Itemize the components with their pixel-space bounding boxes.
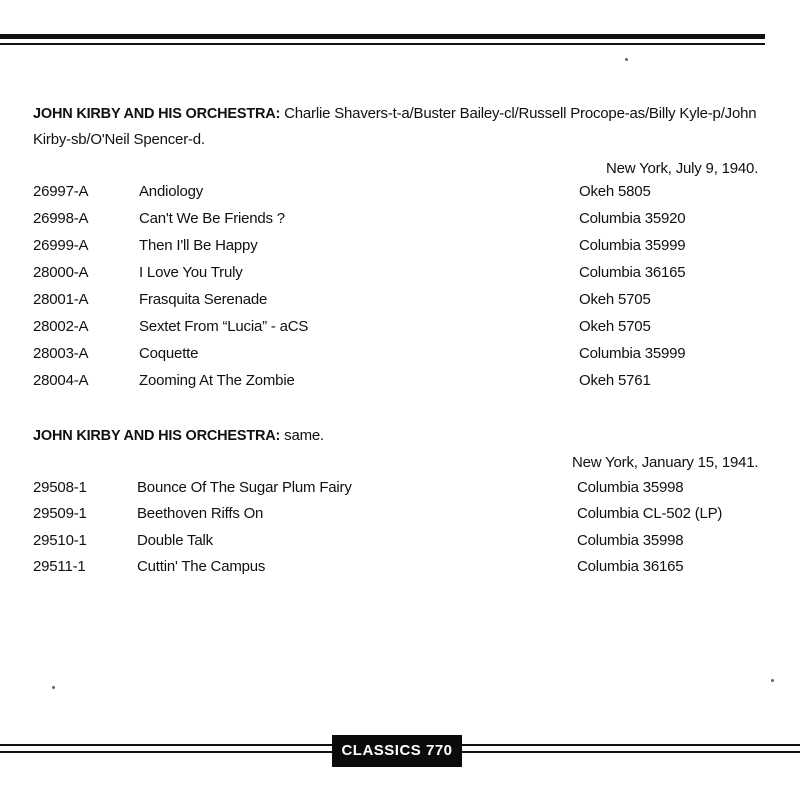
track-row	[0, 318, 800, 342]
record-label: Columbia 36165	[579, 264, 686, 281]
track-row	[0, 372, 800, 396]
record-label: Columbia 35999	[579, 237, 686, 254]
track-row	[0, 264, 800, 288]
session-2-band: JOHN KIRBY AND HIS ORCHESTRA:	[33, 428, 281, 444]
footer-rule	[0, 751, 332, 753]
matrix-number: 29511-1	[33, 558, 86, 575]
track-row	[0, 237, 800, 261]
track-row	[0, 479, 800, 503]
record-label: Okeh 5705	[579, 318, 651, 335]
matrix-number: 28003-A	[33, 345, 89, 362]
track-title: Bounce Of The Sugar Plum Fairy	[137, 479, 352, 496]
track-row	[0, 558, 800, 582]
matrix-number: 26999-A	[33, 237, 89, 254]
matrix-number: 29508-1	[33, 479, 87, 496]
session-2-personnel: same.	[284, 427, 324, 444]
track-row	[0, 532, 800, 556]
track-title: Beethoven Riffs On	[137, 505, 264, 522]
record-label: Okeh 5705	[579, 291, 651, 308]
record-label: Columbia CL-502 (LP)	[577, 505, 723, 522]
track-row	[0, 345, 800, 369]
matrix-number: 28002-A	[33, 318, 89, 335]
record-label: Columbia 35998	[577, 479, 684, 496]
matrix-number: 28001-A	[33, 291, 89, 308]
track-title: Cuttin' The Campus	[137, 558, 266, 575]
record-label: Columbia 36165	[577, 558, 684, 575]
record-label: Columbia 35998	[577, 532, 684, 549]
footer-rule	[0, 744, 332, 746]
track-title: Andiology	[139, 183, 204, 200]
session-1-personnel: Charlie Shavers-t-a/Buster Bailey-cl/Russell Procope-as/Billy Kyle-p/John Kirby-sb/O'Neil Spencer-d.	[33, 105, 757, 148]
record-label: Okeh 5805	[579, 183, 651, 200]
track-title: Zooming At The Zombie	[139, 372, 295, 389]
track-title: Coquette	[139, 345, 199, 362]
track-title: I Love You Truly	[139, 264, 243, 281]
catalog-number-badge: CLASSICS 770	[332, 735, 462, 767]
session-1-header	[33, 101, 768, 153]
matrix-number: 28004-A	[33, 372, 89, 389]
matrix-number: 29509-1	[33, 505, 87, 522]
track-title: Sextet From “Lucia” - aCS	[139, 318, 309, 335]
track-title: Then I'll Be Happy	[139, 237, 258, 254]
record-label: Columbia 35999	[579, 345, 686, 362]
track-title: Can't We Be Friends ?	[139, 210, 285, 227]
track-title: Double Talk	[137, 532, 213, 549]
session-2-date: New York, January 15, 1941.	[572, 454, 759, 471]
scan-speck	[52, 686, 55, 689]
record-label: Columbia 35920	[579, 210, 686, 227]
session-1-date: New York, July 9, 1940.	[606, 160, 759, 177]
top-rule	[0, 34, 765, 39]
top-rule-thin	[0, 43, 765, 45]
matrix-number: 29510-1	[33, 532, 87, 549]
footer-rule	[462, 744, 800, 746]
matrix-number: 26997-A	[33, 183, 89, 200]
track-row	[0, 505, 800, 529]
scan-speck	[771, 679, 774, 682]
matrix-number: 28000-A	[33, 264, 89, 281]
track-title: Frasquita Serenade	[139, 291, 268, 308]
footer-rule	[462, 751, 800, 753]
session-1-band: JOHN KIRBY AND HIS ORCHESTRA:	[33, 106, 281, 122]
track-row	[0, 183, 800, 207]
track-row	[0, 291, 800, 315]
track-row	[0, 210, 800, 234]
session-2-header	[33, 423, 768, 449]
record-label: Okeh 5761	[579, 372, 651, 389]
scan-speck	[625, 58, 628, 61]
matrix-number: 26998-A	[33, 210, 89, 227]
